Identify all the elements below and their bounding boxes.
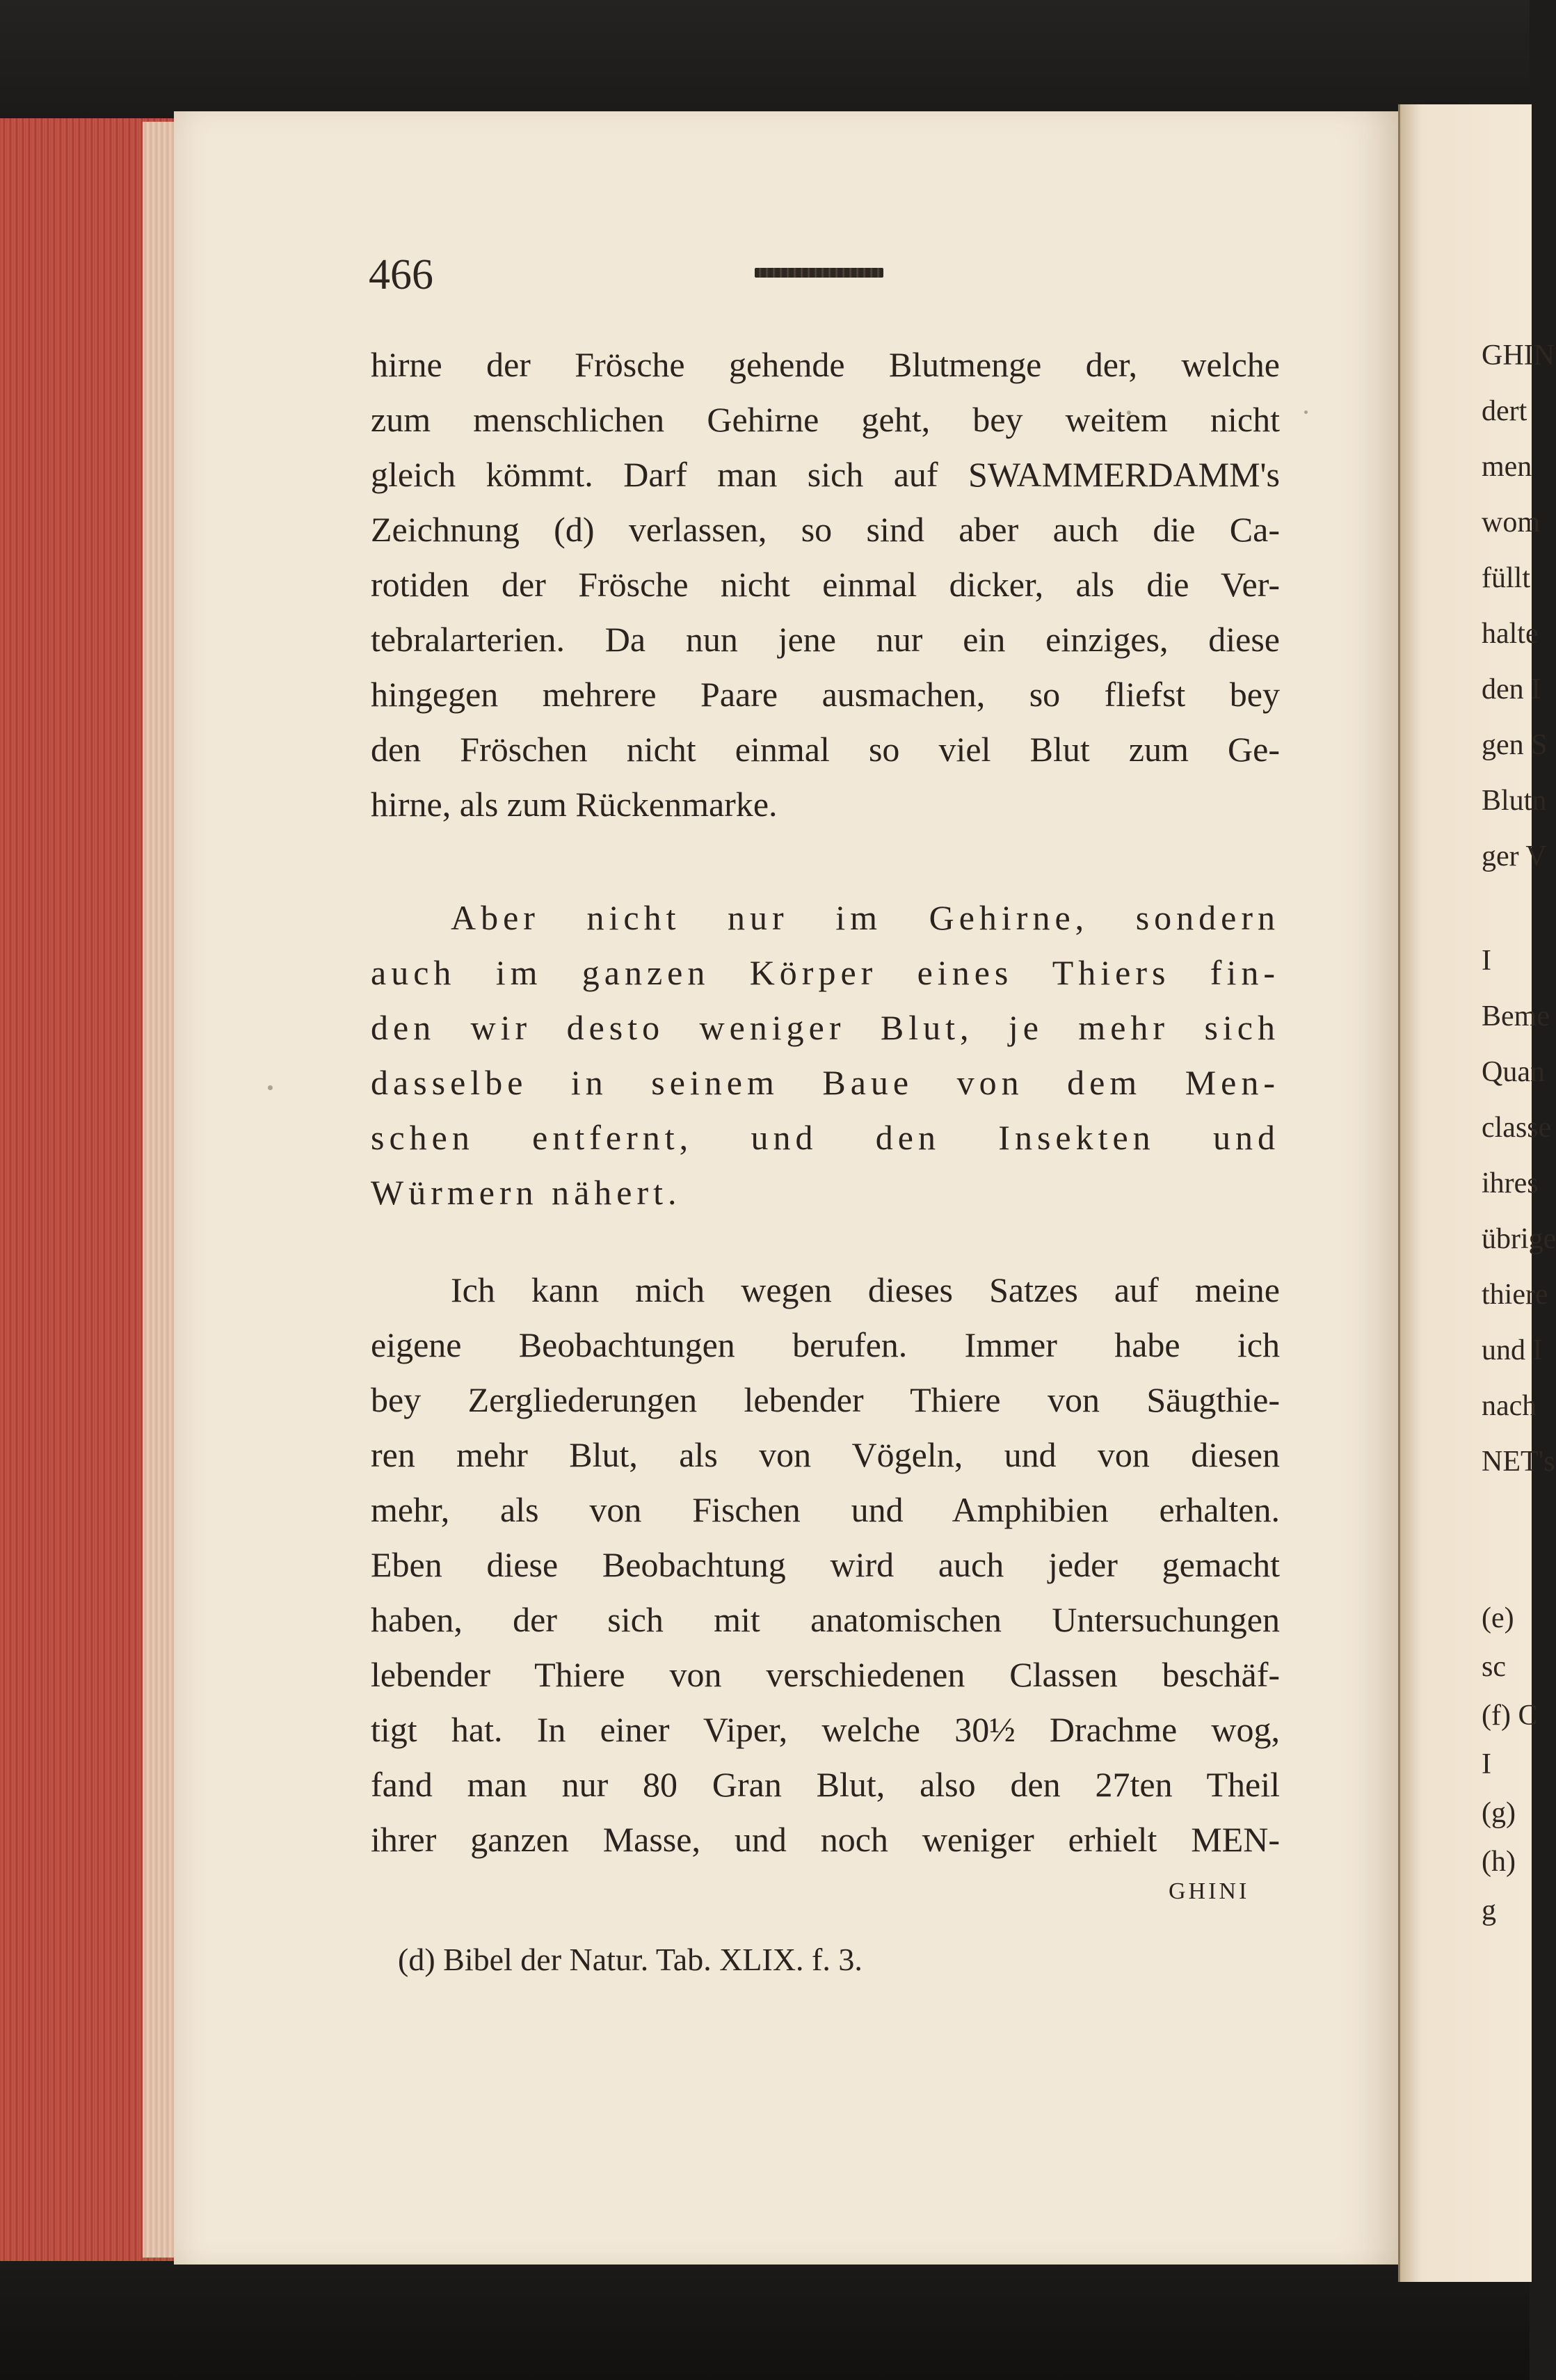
text-line: den Fröschen nicht einmal so viel Blut zum Ge- [371,730,1280,769]
facing-fragment: und I [1482,1334,1543,1366]
facing-fragment: ihres [1482,1167,1539,1199]
facing-fragment: Beme [1482,1000,1550,1032]
facing-fragment: übrige [1482,1223,1556,1255]
facing-fragment: wom [1482,506,1540,538]
facing-fragment: Blutn [1482,785,1547,817]
facing-fragment: (h) [1482,1846,1516,1878]
text-line: tigt hat. In einer Viper, welche 30½ Drachme wog, [371,1710,1280,1749]
text-line: bey Zergliederungen lebender Thiere von Säugthie- [371,1380,1280,1419]
paragraph-1 [371,337,1280,832]
facing-fragment: Quan [1482,1056,1545,1088]
facing-fragment: classe [1482,1112,1552,1144]
text-line: tebralarterien. Da nun jene nur ein einziges, diese [371,620,1280,659]
background-top [0,0,1530,122]
text-line: Würmern nähert. [371,1173,682,1212]
facing-fragment: GHIN [1482,340,1555,372]
text-line: eigene Beobachtungen berufen. Immer habe ich [371,1325,1280,1364]
facing-fragment: thiere [1482,1279,1548,1311]
text-line: lebender Thiere von verschiedenen Classen beschäf- [371,1655,1280,1694]
text-line: gleich kömmt. Darf man sich auf SWAMMERDAMM's [371,455,1280,494]
text-line: rotiden der Frösche nicht einmal dicker, als die Ver- [371,565,1280,604]
text-line: hingegen mehrere Paare ausmachen, so fliefst bey [371,675,1280,714]
text-line: Zeichnung (d) verlassen, so sind aber auch die Ca- [371,510,1280,549]
text-line: hirne, als zum Rückenmarke. [371,785,778,824]
facing-fragment: sc [1482,1651,1506,1683]
facing-fragment: men [1482,451,1532,483]
text-line: mehr, als von Fischen und Amphibien erhalten. [371,1490,1280,1529]
text-line: auch im ganzen Körper eines Thiers fin- [371,953,1280,992]
text-line: zum menschlichen Gehirne geht, bey weitem nicht [371,400,1280,439]
book-page-edges-inner [143,122,174,2258]
facing-fragment: I [1482,945,1491,977]
text-line: schen entfernt, und den Insekten und [371,1118,1280,1157]
facing-fragment: halte [1482,618,1539,650]
facing-fragment: (f) C [1482,1700,1538,1732]
facing-fragment: gen S [1482,729,1548,761]
text-line: Ich kann mich wegen dieses Satzes auf meine [451,1270,1280,1309]
text-line: Aber nicht nur im Gehirne, sondern [451,898,1280,937]
facing-fragment: (e) [1482,1602,1514,1634]
facing-fragment: I [1482,1748,1491,1780]
facing-fragment: den I [1482,673,1541,705]
header-ornament-rule [755,268,883,278]
page-number: 466 [369,251,433,298]
text-line: ihrer ganzen Masse, und noch weniger erhielt MEN- [371,1820,1280,1859]
facing-fragment: g [1482,1894,1496,1926]
catchword: GHINI [1169,1878,1250,1904]
footnote: (d) Bibel der Natur. Tab. XLIX. f. 3. [398,1942,863,1977]
text-line: haben, der sich mit anatomischen Untersuchungen [371,1600,1280,1639]
paper-speck [268,1085,273,1090]
facing-fragment: ger V [1482,840,1547,872]
text-line: Eben diese Beobachtung wird auch jeder gemacht [371,1545,1280,1584]
text-line: dasselbe in seinem Baue von dem Men- [371,1063,1280,1102]
paragraph-3 [371,1263,1280,1867]
text-line: ren mehr Blut, als von Vögeln, und von diesen [371,1435,1280,1474]
facing-fragment: füllt [1482,562,1530,594]
facing-fragment: nach [1482,1390,1537,1422]
facing-fragment: NET's [1482,1446,1555,1478]
paper-speck [1304,410,1308,414]
facing-fragment: (g) [1482,1797,1516,1829]
text-line: hirne der Frösche gehende Blutmenge der, welche [371,345,1280,384]
facing-fragment: dert [1482,395,1527,427]
background-bottom [0,2261,1530,2380]
text-line: den wir desto weniger Blut, je mehr sich [371,1008,1280,1047]
paragraph-2-spaced [371,890,1280,1220]
text-line: fand man nur 80 Gran Blut, also den 27ten Theil [371,1765,1280,1804]
